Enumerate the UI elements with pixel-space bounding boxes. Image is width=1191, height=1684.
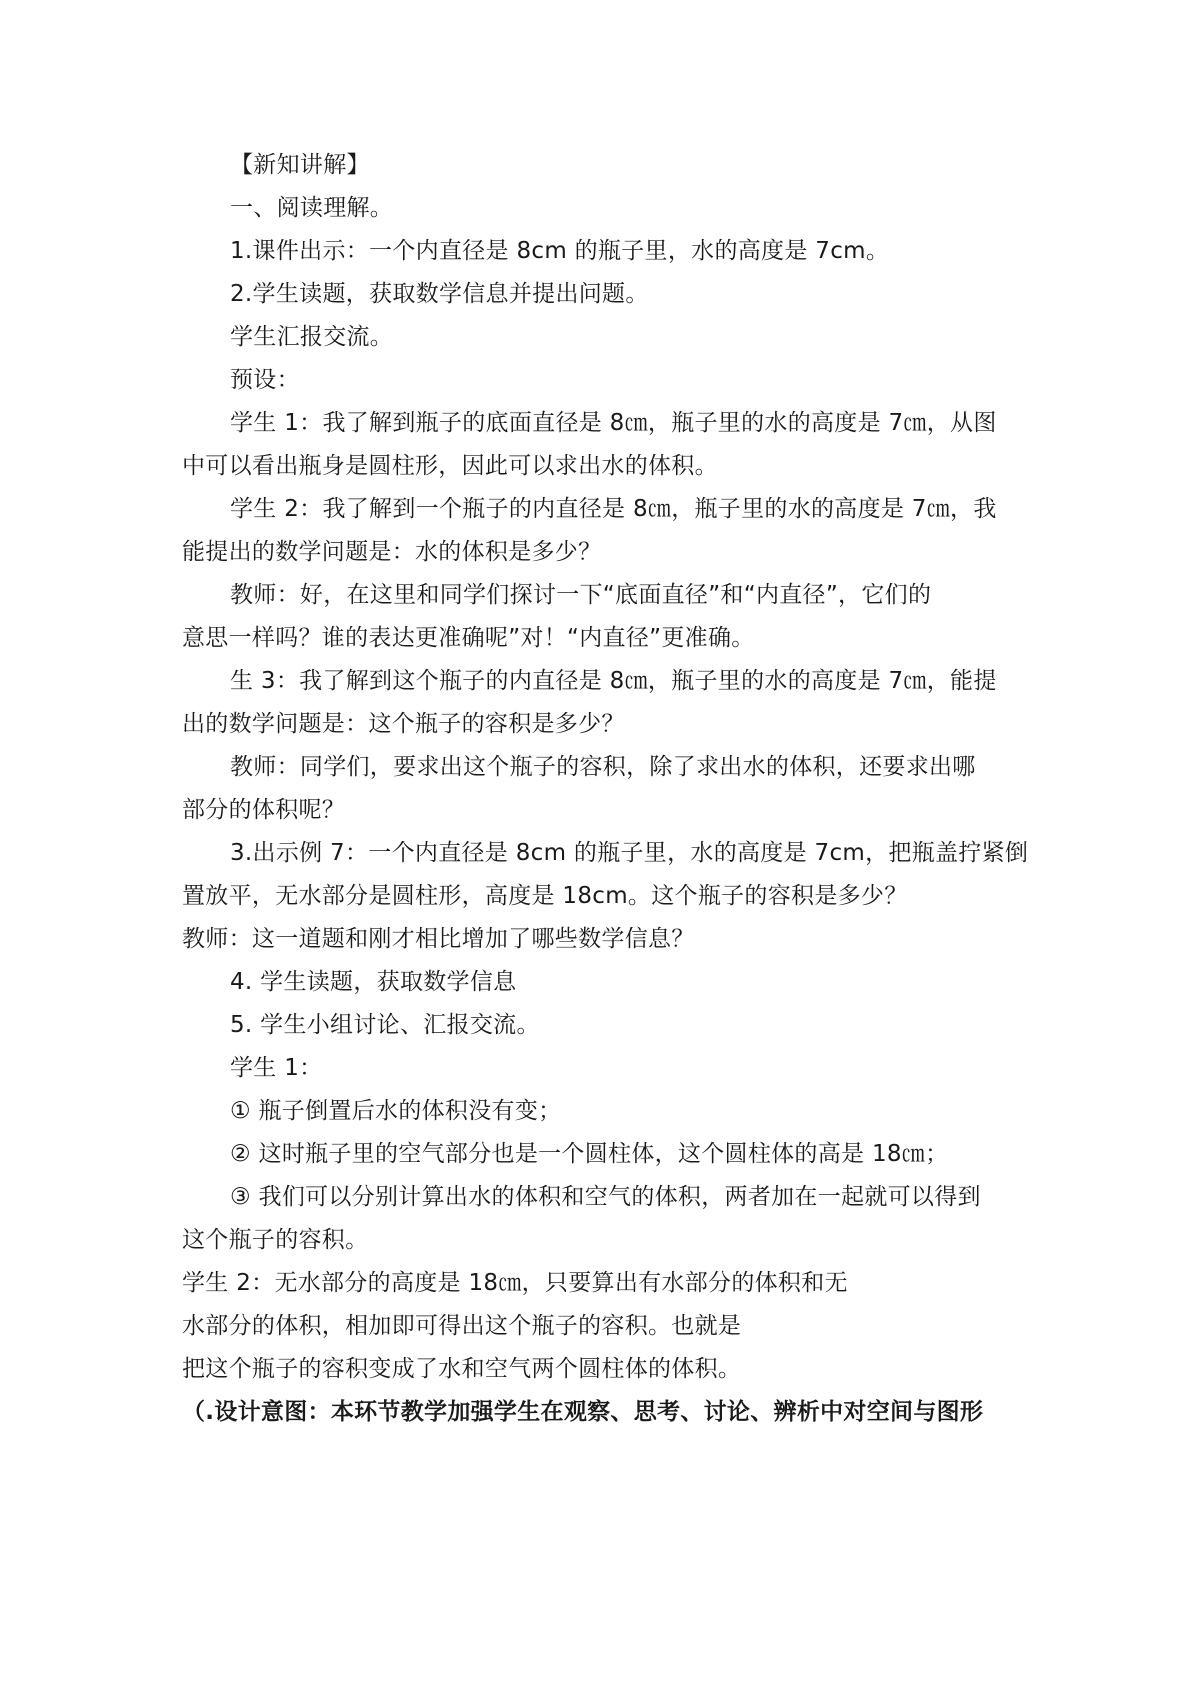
list-item: ② 这时瓶子里的空气部分也是一个圆柱体，这个圆柱体的高是 18㎝； [230,1141,949,1167]
section-heading: 【新知讲解】 [230,152,370,178]
subsection-heading: 一、阅读理解。 [230,195,394,221]
paragraph-line: 意思一样吗？谁的表达更准确呢”对！“内直径”更准确。 [182,625,755,651]
paragraph-line: 4. 学生读题，获取数学信息 [230,969,517,995]
paragraph-line: 2.学生读题，获取数学信息并提出问题。 [230,281,649,307]
paragraph-line: 学生 1：我了解到瓶子的底面直径是 8㎝，瓶子里的水的高度是 7㎝，从图 [230,410,997,436]
paragraph-line: 5. 学生小组讨论、汇报交流。 [230,1012,540,1038]
paragraph-line: 教师：这一道题和刚才相比增加了哪些数学信息？ [182,926,695,952]
paragraph-line: 能提出的数学问题是：水的体积是多少？ [182,539,602,565]
paragraph-line: 中可以看出瓶身是圆柱形，因此可以求出水的体积。 [182,453,718,479]
list-item: ① 瓶子倒置后水的体积没有变； [230,1098,562,1124]
paragraph-line: 教师：好，在这里和同学们探讨一下“底面直径”和“内直径”，它们的 [230,582,932,608]
paragraph-line: 把这个瓶子的容积变成了水和空气两个圆柱体的体积。 [182,1356,742,1382]
paragraph-line: 学生 2：我了解到一个瓶子的内直径是 8㎝，瓶子里的水的高度是 7㎝，我 [230,496,997,522]
paragraph-line: 1.课件出示：一个内直径是 8cm 的瓶子里，水的高度是 7cm。 [230,238,890,264]
paragraph-line: 出的数学问题是：这个瓶子的容积是多少？ [182,711,625,737]
paragraph-line: 预设： [230,367,300,393]
paragraph-line: 水部分的体积，相加即可得出这个瓶子的容积。也就是 [182,1313,742,1339]
paragraph-line: 学生汇报交流。 [230,324,394,350]
paragraph-line: 置放平，无水部分是圆柱形，高度是 18cm。这个瓶子的容积是多少？ [182,883,908,909]
paragraph-line: 教师：同学们，要求出这个瓶子的容积，除了求出水的体积，还要求出哪 [230,754,976,780]
list-item: ③ 我们可以分别计算出水的体积和空气的体积，两者加在一起就可以得到 [230,1184,981,1210]
paragraph-line: 部分的体积呢？ [182,797,346,823]
paragraph-line: 学生 1： [230,1055,323,1081]
paragraph-line: 生 3：我了解到这个瓶子的内直径是 8㎝，瓶子里的水的高度是 7㎝，能提 [230,668,997,694]
paragraph-line: 学生 2：无水部分的高度是 18㎝，只要算出有水部分的体积和无 [182,1270,848,1296]
paragraph-line: 这个瓶子的容积。 [182,1227,369,1253]
design-intent-line: （.设计意图：本环节教学加强学生在观察、思考、讨论、辨析中对空间与图形 [182,1399,984,1425]
paragraph-line: 3.出示例 7：一个内直径是 8cm 的瓶子里，水的高度是 7cm，把瓶盖拧紧倒 [230,840,1029,866]
